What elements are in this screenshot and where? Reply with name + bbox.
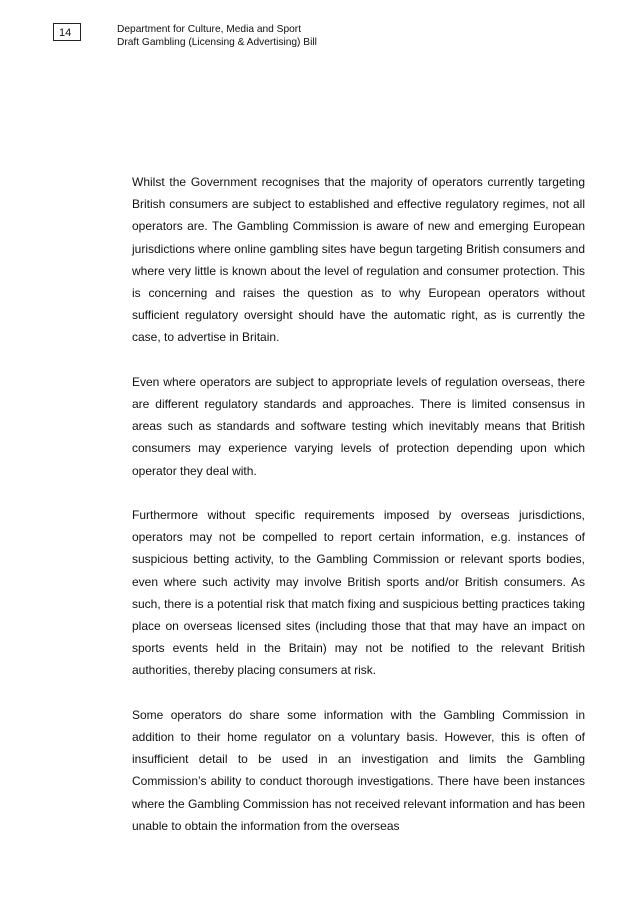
paragraph: Some operators do share some information with the Gambling Commission in addition to their home regulator on a voluntary basis. However, this is often of insufficient detail to be used in an investigation and limits the Gambling Commission’s ability to conduct thorough investigations. There have been instances where the Gambling Commission has not received relevant information and has been unable to obtain the information from the overseas [132, 707, 585, 833]
bill-title: Draft Gambling (Licensing & Advertising) Bill [117, 37, 317, 48]
paragraph: Furthermore without specific requirements imposed by overseas jurisdictions, operators may not be compelled to report certain information, e.g. instances of suspicious betting activity, to the Gambling Commission or relevant sports bodies, even where such activity may involve British sports and/or British consumers. As such, there is a potential risk that match fixing and suspicious betting practices taking place on overseas licensed sites (including those that that may have an impact on sports events held in the Britain) may not be notified to the relevant British authorities, thereby placing consumers at risk. [132, 508, 585, 678]
paragraph: Whilst the Government recognises that the majority of operators currently targeting British consumers are subject to established and effective regulatory regimes, not all operators are. The Gambling Commission is aware of new and emerging European jurisdictions where online gambling sites have begun targeting British consumers and where very little is known about the level of regulation and consumer protection. This is concerning and raises the question as to why European operators without sufficient regulatory oversight should have the automatic right, as is currently the case, to advertise in Britain. [132, 175, 585, 345]
body-text [132, 171, 585, 859]
paragraph: Even where operators are subject to appropriate levels of regulation overseas, there are different regulatory standards and approaches. There is limited consensus in areas such as standards and software testing which inevitably means that British consumers may experience varying levels of protection depending upon which operator they deal with. [132, 374, 585, 478]
department-name: Department for Culture, Media and Sport [117, 24, 302, 35]
document-header [117, 23, 317, 49]
page-number: 14 [53, 23, 81, 41]
